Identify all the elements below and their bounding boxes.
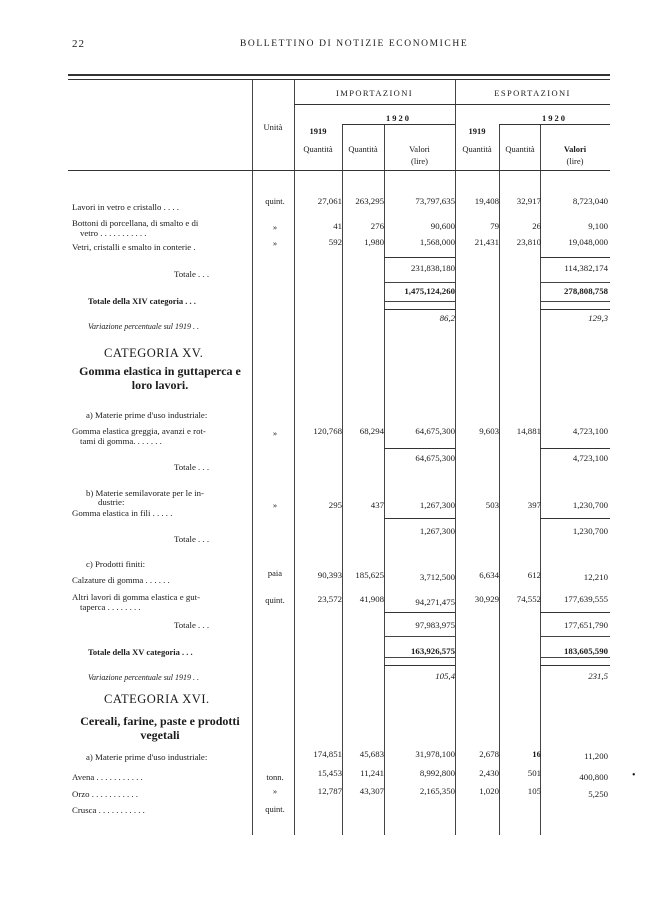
col-rule-imp1920 bbox=[342, 125, 343, 835]
cell-total: 231,838,180 bbox=[411, 263, 455, 273]
totale-label: Totale . . . bbox=[174, 534, 210, 544]
header-quantita-1919-imp: Quantità bbox=[303, 144, 333, 154]
totale-label: Totale . . . bbox=[174, 269, 210, 279]
cell: 12,787 bbox=[317, 786, 342, 796]
cell: 19,048,000 bbox=[568, 237, 608, 247]
row-label: Avena . . . . . . . . . . . bbox=[72, 772, 143, 782]
header-quantita-1920-exp: Quantità bbox=[505, 144, 535, 154]
cell: 400,800 bbox=[579, 772, 608, 782]
variazione-label: Variazione percentuale sul 1919 . . bbox=[88, 673, 200, 682]
cell: 11,241 bbox=[360, 768, 384, 778]
cell: 64,675,300 bbox=[415, 426, 455, 436]
col-rule-unit bbox=[294, 80, 295, 835]
top-rule-thin bbox=[68, 79, 610, 80]
cell: 397 bbox=[527, 500, 541, 510]
variation-rule bbox=[540, 665, 610, 666]
cell: 23,572 bbox=[317, 594, 342, 604]
row-label: Gomma elastica in fili . . . . . bbox=[72, 508, 173, 518]
cell: 177,639,555 bbox=[564, 594, 608, 604]
header-year-1919-imp: 1919 bbox=[309, 126, 327, 136]
cell: 12,210 bbox=[583, 572, 608, 582]
cell-total: 97,983,975 bbox=[415, 620, 455, 630]
row-unit: quint. bbox=[265, 804, 285, 814]
cell-variation: 231,5 bbox=[588, 671, 608, 681]
header-rule-1920-imp bbox=[342, 124, 455, 125]
header-valori-exp: Valori bbox=[563, 144, 587, 154]
totale-categoria-label: Totale della XV categoria . . . bbox=[88, 647, 193, 657]
cell: 2,678 bbox=[479, 749, 499, 759]
cell-total: 1,267,300 bbox=[419, 526, 455, 536]
cell: 73,797,635 bbox=[415, 196, 455, 206]
cell: 1,267,300 bbox=[419, 500, 455, 510]
cell: 2,430 bbox=[479, 768, 499, 778]
cell: 8,992,800 bbox=[419, 768, 455, 778]
cell: 15,453 bbox=[317, 768, 342, 778]
section-label: c) Prodotti finiti: bbox=[86, 559, 146, 569]
row-label-cont: tami di gomma. . . . . . . bbox=[80, 436, 162, 446]
header-year-1920-imp: 1920 bbox=[386, 113, 411, 123]
header-year-1920-exp: 1920 bbox=[542, 113, 567, 123]
totale-categoria-label: Totale della XIV categoria . . . bbox=[88, 296, 196, 306]
category-title: CATEGORIA XVI. bbox=[104, 692, 210, 706]
row-unit: paia bbox=[267, 568, 283, 578]
col-rule-label bbox=[252, 80, 253, 835]
variation-rule bbox=[384, 309, 455, 310]
cell: 41 bbox=[333, 221, 342, 231]
cell: 592 bbox=[328, 237, 342, 247]
row-unit: » bbox=[272, 428, 278, 438]
cell: 31,978,100 bbox=[415, 749, 455, 759]
cell: 45,683 bbox=[359, 749, 384, 759]
row-label: Gomma elastica greggia, avanzi e rot- bbox=[72, 426, 206, 436]
totale-label: Totale . . . bbox=[174, 462, 210, 472]
cell: 263,295 bbox=[355, 196, 384, 206]
category-title: CATEGORIA XV. bbox=[104, 346, 204, 360]
cell: 14,881 bbox=[516, 426, 541, 436]
variation-rule bbox=[384, 665, 455, 666]
row-label: Crusca . . . . . . . . . . . bbox=[72, 805, 145, 815]
row-label: Altri lavori di gomma elastica e gut- bbox=[72, 592, 201, 602]
top-rule bbox=[68, 74, 610, 76]
cell-total: 183,605,590 bbox=[564, 646, 608, 656]
cell: 105 bbox=[527, 786, 541, 796]
category-subtitle: Cereali, farine, paste e prodotti vegetali bbox=[80, 714, 240, 742]
cell: 276 bbox=[370, 221, 384, 231]
cell: 32,917 bbox=[516, 196, 541, 206]
header-valori-imp: Valori bbox=[409, 144, 430, 154]
row-label-cont: vetro . . . . . . . . . . . bbox=[80, 228, 147, 238]
row-unit: quint. bbox=[265, 595, 285, 605]
cell: 16 bbox=[532, 749, 541, 759]
row-unit: quint. bbox=[265, 196, 285, 206]
margin-dot: • bbox=[632, 770, 636, 781]
cell: 295 bbox=[328, 500, 342, 510]
row-label: Orzo . . . . . . . . . . . bbox=[72, 789, 138, 799]
row-unit: » bbox=[272, 786, 278, 796]
cell-variation: 105,4 bbox=[435, 671, 455, 681]
header-quantita-1920-imp: Quantità bbox=[348, 144, 378, 154]
cell: 185,625 bbox=[355, 570, 384, 580]
row-label: Calzature di gomma . . . . . . bbox=[72, 575, 170, 585]
cell: 612 bbox=[527, 570, 541, 580]
subtotal-rule bbox=[540, 612, 610, 613]
cell: 1,020 bbox=[479, 786, 499, 796]
category-subtitle: Gomma elastica in guttaperca e loro lavori. bbox=[79, 364, 241, 392]
header-esportazioni: ESPORTAZIONI bbox=[494, 88, 571, 98]
cell-variation: 129,3 bbox=[588, 313, 608, 323]
col-rule-imp-val bbox=[384, 125, 385, 835]
section-label: b) Materie semilavorate per le in- bbox=[86, 488, 204, 498]
cell: 3,712,500 bbox=[419, 572, 455, 582]
subtotal-rule bbox=[540, 448, 610, 449]
cell: 5,250 bbox=[588, 789, 608, 799]
cell: 30,929 bbox=[474, 594, 499, 604]
cell: 68,294 bbox=[359, 426, 384, 436]
subtotal-rule bbox=[540, 518, 610, 519]
cell-variation: 86,2 bbox=[439, 313, 455, 323]
running-title: BOLLETTINO DI NOTIZIE ECONOMICHE bbox=[240, 39, 469, 49]
cell: 21,431 bbox=[474, 237, 499, 247]
header-lire-imp: (lire) bbox=[411, 156, 428, 166]
cell: 4,723,100 bbox=[572, 426, 608, 436]
cell: 2,165,350 bbox=[419, 786, 455, 796]
header-year-1919-exp: 1919 bbox=[468, 126, 486, 136]
cell-total: 114,382,174 bbox=[564, 263, 608, 273]
cell: 41,908 bbox=[359, 594, 384, 604]
cell: 9,603 bbox=[479, 426, 499, 436]
cell: 437 bbox=[370, 500, 384, 510]
cell: 8,723,040 bbox=[572, 196, 608, 206]
page-number: 22 bbox=[72, 38, 85, 50]
cell: 43,307 bbox=[359, 786, 384, 796]
row-label-cont: taperca . . . . . . . . bbox=[80, 602, 141, 612]
cell: 23,810 bbox=[516, 237, 541, 247]
cell: 1,980 bbox=[364, 237, 384, 247]
cell: 6,634 bbox=[479, 570, 499, 580]
subtotal-rule bbox=[384, 612, 455, 613]
header-quantita-1919-exp: Quantità bbox=[462, 144, 492, 154]
cell: 174,851 bbox=[313, 749, 342, 759]
cell-total: 64,675,300 bbox=[415, 453, 455, 463]
cell: 26 bbox=[532, 221, 541, 231]
section-label-cont: dustrie: bbox=[98, 497, 125, 507]
variazione-label: Variazione percentuale sul 1919 . . bbox=[88, 322, 200, 331]
row-label: Bottoni di porcellana, di smalto e di bbox=[72, 218, 199, 228]
header-rule-1920-exp bbox=[499, 124, 610, 125]
row-label: Vetri, cristalli e smalto in conterie . bbox=[72, 242, 196, 252]
cell: 90,393 bbox=[317, 570, 342, 580]
header-unita: Unità bbox=[263, 122, 283, 132]
section-label: a) Materie prime d'uso industriale: bbox=[86, 752, 208, 762]
row-unit: » bbox=[272, 500, 278, 510]
row-label: Lavori in vetro e cristallo . . . . bbox=[72, 202, 179, 212]
subtotal-rule bbox=[384, 518, 455, 519]
row-unit: tonn. bbox=[266, 772, 284, 782]
row-unit: » bbox=[272, 222, 278, 232]
subtotal-rule bbox=[384, 448, 455, 449]
cell: 501 bbox=[527, 768, 541, 778]
col-rule-exp bbox=[455, 80, 456, 835]
header-rule-1 bbox=[294, 104, 610, 105]
cell: 94,271,475 bbox=[415, 597, 455, 607]
header-rule-bottom bbox=[68, 170, 610, 171]
cell: 1,230,700 bbox=[572, 500, 608, 510]
cell-total: 1,475,124,260 bbox=[404, 286, 455, 296]
cell-total: 278,808,758 bbox=[564, 286, 608, 296]
cell: 90,600 bbox=[430, 221, 455, 231]
variation-rule bbox=[540, 309, 610, 310]
subtotal-rule bbox=[540, 257, 610, 258]
cell: 74,552 bbox=[516, 594, 541, 604]
cell-total: 1,230,700 bbox=[572, 526, 608, 536]
cell: 503 bbox=[485, 500, 499, 510]
cell: 19,408 bbox=[474, 196, 499, 206]
cell-total: 163,926,575 bbox=[411, 646, 455, 656]
cell: 1,568,000 bbox=[419, 237, 455, 247]
cell-total: 4,723,100 bbox=[572, 453, 608, 463]
col-rule-exp-val bbox=[540, 125, 541, 835]
cell: 9,100 bbox=[588, 221, 608, 231]
section-label: a) Materie prime d'uso industriale: bbox=[86, 410, 208, 420]
totale-label: Totale . . . bbox=[174, 620, 210, 630]
cell: 27,061 bbox=[317, 196, 342, 206]
header-lire-exp: (lire) bbox=[566, 156, 584, 166]
row-unit: » bbox=[272, 238, 278, 248]
subtotal-rule bbox=[384, 257, 455, 258]
cell-total: 177,651,790 bbox=[564, 620, 608, 630]
cell: 79 bbox=[490, 221, 499, 231]
col-rule-exp1920 bbox=[499, 125, 500, 835]
cell: 11,200 bbox=[584, 751, 608, 761]
cell: 120,768 bbox=[313, 426, 342, 436]
header-importazioni: IMPORTAZIONI bbox=[336, 88, 413, 98]
